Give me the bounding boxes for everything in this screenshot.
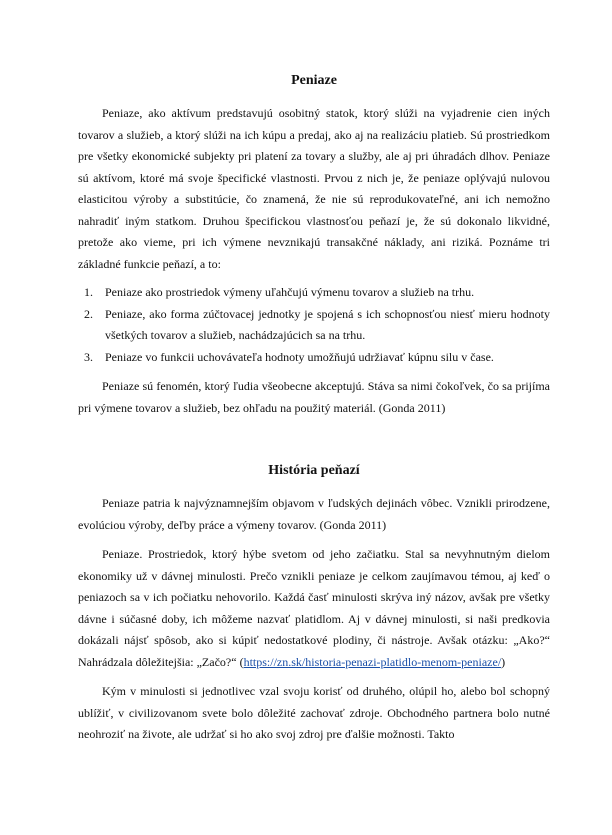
list-item-text: Peniaze vo funkcii uchovávateľa hodnoty umožňujú udržiavať kúpnu silu v čase.: [105, 349, 494, 364]
section-title-peniaze: Peniaze: [291, 73, 337, 88]
paragraph-money-phenomenon: Peniaze sú fenomén, ktorý ľudia všeobecne akceptujú. Stáva sa nimi čokoľvek, čo sa prijíma pri výmene tovarov a služieb, bez ohľadu na použitý materiál. (Gonda 2011): [78, 379, 550, 415]
list-item-text: Peniaze ako prostriedok výmeny uľahčujú výmenu tovarov a služieb na trhu.: [105, 285, 475, 299]
paragraph-money-definition: Peniaze, ako aktívum predstavujú osobitný statok, ktorý slúži na vyjadrenie cien iných tovarov a služieb, a ktorý slúži na ich kúpu a predaj, ako aj na realizáciu platieb. Sú prostriedkom pre všetky ekonomické subjekty pri platení za tovary a služby, ale aj pri úhradách dlhov. Peniaze sú aktívom, ktoré má svoje špecifické vlastnosti. Prvou z nich je, že peniaze oplývajú nulovou elasticitou výroby a substitúcie, čo znamená, že nie sú reprodukovateľné, ani ich nemožno nahradiť iným statkom. Druhou špecifickou vlastnosťou peňazí je, že sú dokonalo likvidné, pretože ako vieme, pri ich výmene nevznikajú transakčné náklady, ani riziká. Poznáme tri základné funkcie peňazí, a to:: [78, 106, 550, 271]
paragraph-history-means-text: Peniaze. Prostriedok, ktorý hýbe svetom od jeho začiatku. Stal sa nevyhnutným dielom ekonomiky už v dávnej minulosti. Prečo vznikli peniaze je celkom zaujímavou témou, aj keď o peniazoch sa v ich počiatku nehovorilo. Každá časť minulosti skrýva iný názov, avšak pre všetky dávne i súčasné doby, ich môžeme nazvať platidlom. Aj v dávnej minulosti, si naši predkovia dokázali nájsť spôsob, ako si kúpiť nedostatkové plodiny, či nástroje. Avšak otázku: „Ako?“ Nahrádzala dôležitejšia: „Začo?“ (: [78, 547, 550, 669]
list-item: [78, 282, 550, 304]
list-number: 1.: [84, 285, 93, 299]
functions-list: [78, 282, 550, 368]
source-link[interactable]: https://zn.sk/historia-penazi-platidlo-menom-peniaze/: [243, 654, 502, 669]
section-title-history: História peňazí: [268, 463, 360, 478]
list-item: [78, 347, 550, 369]
list-item: [78, 304, 550, 347]
paragraph-history-trade: Kým v minulosti si jednotlivec vzal svoju korisť od druhého, olúpil ho, alebo bol schopný ublížiť, v civilizovanom svete bolo dôležité zachovať zdroje. Obchodného partnera bolo nutné neohroziť na živote, ale udržať si ho ako svoj zdroj pre ďalšie možnosti. Takto: [78, 684, 550, 741]
list-number: 2.: [84, 306, 93, 321]
list-number: 3.: [84, 349, 93, 364]
paragraph-history-intro: Peniaze patria k najvýznamnejším objavom v ľudských dejinách vôbec. Vznikli prirodzene, evolúciou výroby, deľby práce a výmeny tovarov. (Gonda 2011): [78, 496, 550, 532]
paragraph-history-means-end: ): [501, 654, 506, 669]
paragraph-history-means: [78, 544, 550, 673]
list-item-text: Peniaze, ako forma zúčtovacej jednotky je spojená s ich schopnosťou niesť mieru hodnoty všetkých tovarov a služieb, nachádzajúcich sa na trhu.: [105, 306, 550, 342]
